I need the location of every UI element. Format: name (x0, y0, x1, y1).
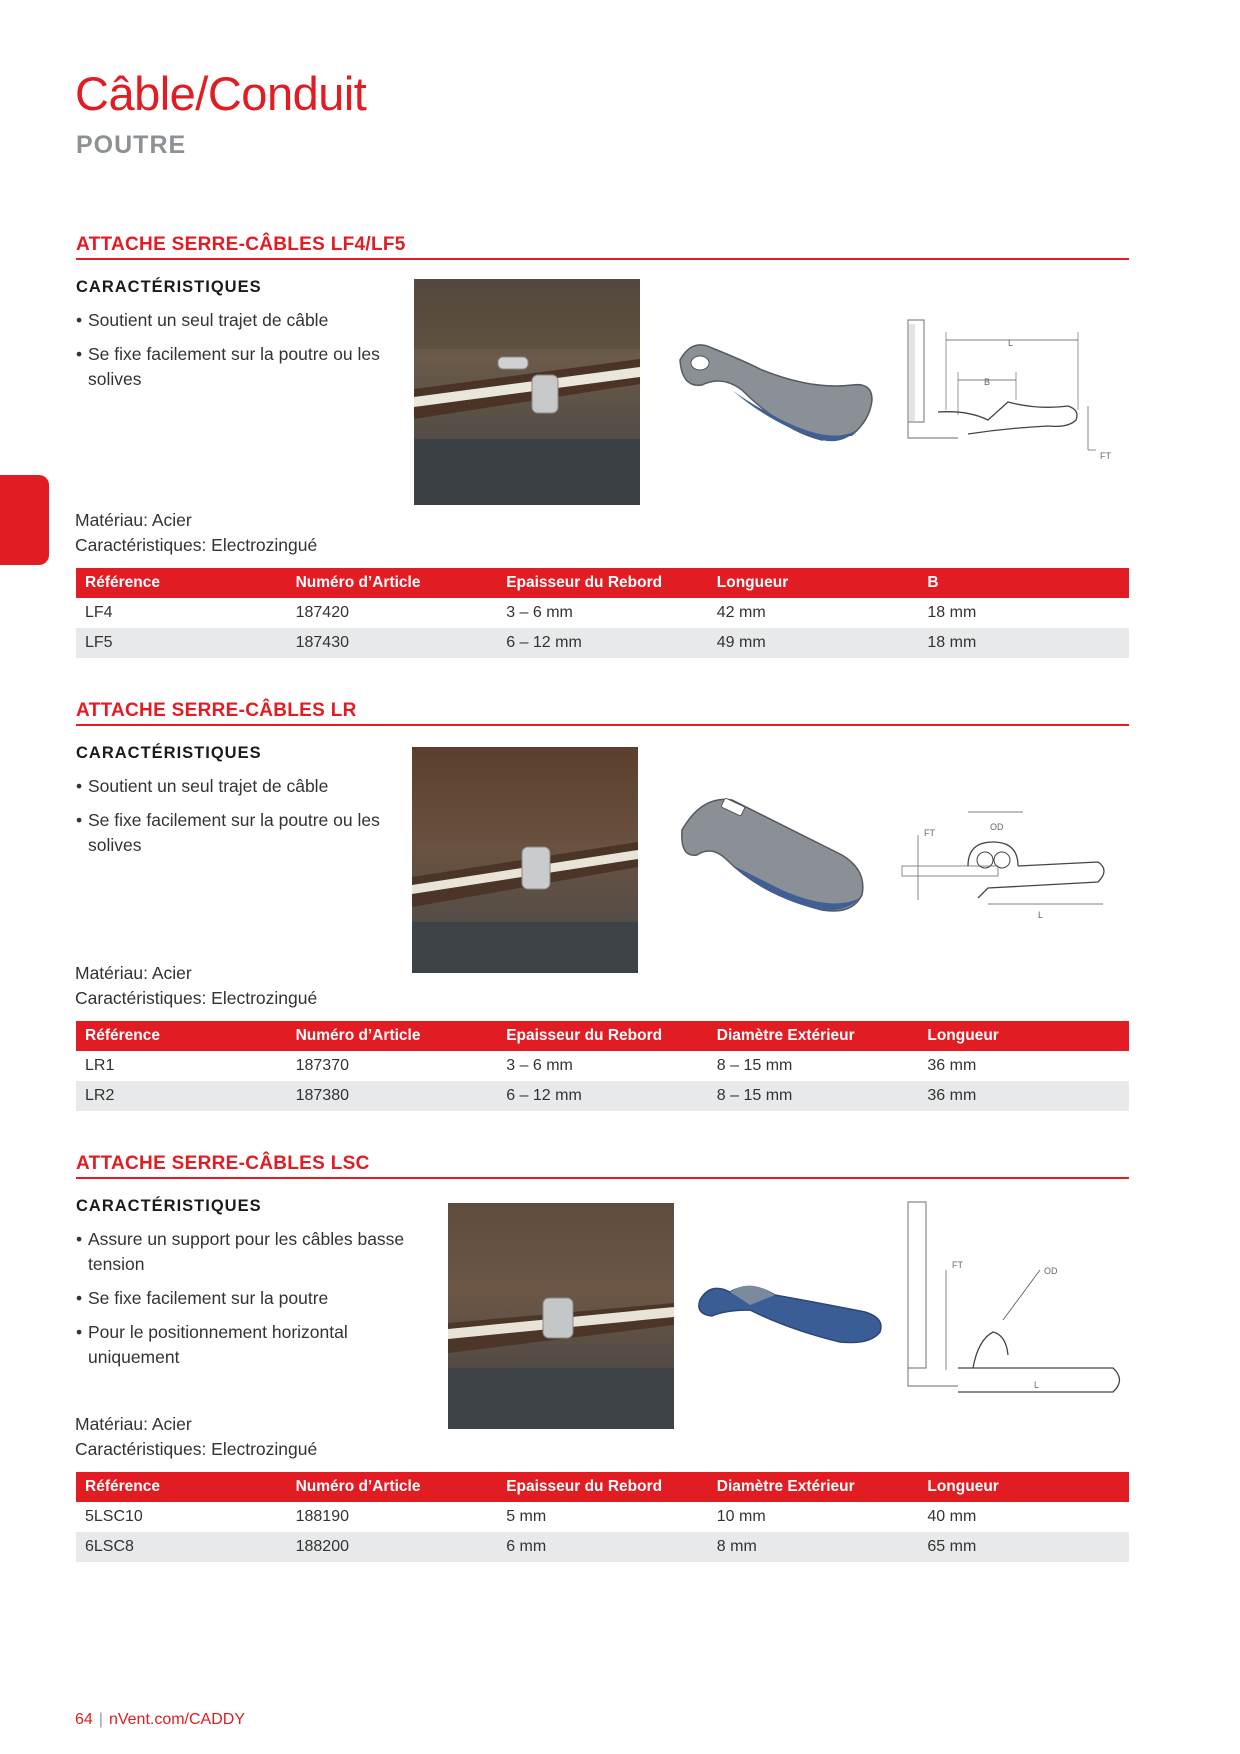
feature-item: • Pour le positionnement horizontal uniquement (76, 1320, 416, 1370)
cell-length: 40 mm (927, 1508, 977, 1525)
section-title-lsc: ATTACHE SERRE-CÂBLES LSC (76, 1153, 370, 1174)
finish-text: Caractéristiques: Electrozingué (75, 1439, 318, 1459)
cell-article: 187380 (287, 1081, 498, 1111)
col-header: Epaisseur du Rebord (497, 568, 708, 598)
material-text: Matériau: Acier (75, 1414, 192, 1434)
cell-thickness: 3 – 6 mm (506, 1057, 573, 1074)
features-heading: CARACTÉRISTIQUES (76, 1197, 262, 1215)
drawing-label-l: L (1034, 1380, 1040, 1390)
table-row (76, 1532, 1129, 1562)
table-row (76, 598, 1129, 628)
footer-separator: | (98, 1711, 103, 1728)
drawing-label-od: OD (1044, 1266, 1058, 1276)
table-row (76, 1081, 1129, 1111)
col-header: Numéro d’Article (287, 568, 498, 598)
cell-length: 49 mm (708, 628, 919, 658)
drawing-label-l: L (1008, 338, 1014, 348)
features-list (76, 774, 416, 867)
col-header: Diamètre Extérieur (708, 1472, 919, 1502)
section-title-lr: ATTACHE SERRE-CÂBLES LR (76, 700, 357, 721)
material-info (75, 508, 317, 558)
feature-item: • Soutient un seul trajet de câble (76, 774, 416, 799)
cell-article: 188200 (287, 1532, 498, 1562)
cell-article: 187420 (295, 604, 349, 621)
product-photo-installed (448, 1203, 674, 1429)
cell-reference: 6LSC8 (76, 1532, 287, 1562)
cell-diameter: 8 – 15 mm (708, 1081, 919, 1111)
cell-diameter: 10 mm (716, 1508, 766, 1525)
col-header: Référence (76, 568, 287, 598)
footer-link[interactable]: nVent.com/CADDY (108, 1711, 246, 1728)
spec-table-lr (76, 1021, 1129, 1111)
table-row (76, 1502, 1129, 1532)
spec-table-lf (76, 568, 1129, 658)
col-header: Epaisseur du Rebord (497, 1021, 708, 1051)
drawing-label-ft: FT (952, 1260, 963, 1270)
material-info (75, 1412, 317, 1462)
cell-thickness: 5 mm (506, 1508, 547, 1525)
col-header: Numéro d’Article (287, 1021, 498, 1051)
page-number: 64 (75, 1711, 93, 1728)
cell-length: 36 mm (927, 1057, 977, 1074)
cell-article: 187430 (287, 628, 498, 658)
table-row (76, 628, 1129, 658)
cell-thickness: 6 mm (497, 1532, 708, 1562)
page-title: Câble/Conduit (75, 67, 367, 120)
col-header: Référence (76, 1472, 287, 1502)
section-title-lf: ATTACHE SERRE-CÂBLES LF4/LF5 (76, 234, 406, 255)
cell-reference: LF4 (85, 604, 113, 621)
feature-item: • Assure un support pour les câbles basse tension (76, 1227, 416, 1277)
cell-length: 36 mm (918, 1081, 1129, 1111)
cell-diameter: 8 mm (708, 1532, 919, 1562)
feature-item: • Soutient un seul trajet de câble (76, 308, 416, 333)
cell-length: 42 mm (716, 604, 766, 621)
features-list (76, 308, 416, 401)
features-heading: CARACTÉRISTIQUES (76, 278, 262, 296)
cell-article: 188190 (295, 1508, 349, 1525)
material-info (75, 961, 317, 1011)
page-subtitle: POUTRE (76, 131, 187, 159)
col-header: Diamètre Extérieur (708, 1021, 919, 1051)
col-header: Longueur (918, 1021, 1129, 1051)
cell-thickness: 6 – 12 mm (497, 628, 708, 658)
col-header: Epaisseur du Rebord (497, 1472, 708, 1502)
product-photo-lf-clip (672, 330, 912, 460)
product-photo-installed (412, 747, 638, 973)
dimension-drawing-lr (898, 800, 1158, 970)
features-list (76, 1227, 416, 1379)
cell-thickness: 3 – 6 mm (506, 604, 573, 621)
cell-length: 65 mm (918, 1532, 1129, 1562)
cell-b: 18 mm (927, 604, 977, 621)
spec-table-lsc (76, 1472, 1129, 1562)
feature-item: • Se fixe facilement sur la poutre ou les solives (76, 808, 416, 858)
chapter-tab (0, 475, 49, 565)
dimension-drawing-lf (898, 310, 1158, 480)
drawing-label-ft: FT (924, 828, 935, 838)
product-photo-lr-clip (672, 790, 912, 920)
cell-diameter: 8 – 15 mm (716, 1057, 793, 1074)
feature-item: • Se fixe facilement sur la poutre (76, 1286, 416, 1311)
drawing-label-od: OD (990, 822, 1004, 832)
product-photo-installed (414, 279, 640, 505)
drawing-label-b: B (984, 377, 991, 387)
cell-article: 187370 (295, 1057, 349, 1074)
cell-reference: 5LSC10 (85, 1508, 143, 1525)
col-header: B (918, 568, 1129, 598)
col-header: Numéro d’Article (287, 1472, 498, 1502)
section-rule (76, 1177, 1129, 1179)
drawing-label-l: L (1038, 910, 1044, 920)
cell-reference: LR2 (76, 1081, 287, 1111)
cell-b: 18 mm (918, 628, 1129, 658)
cell-reference: LR1 (85, 1057, 115, 1074)
col-header: Longueur (708, 568, 919, 598)
col-header: Longueur (918, 1472, 1129, 1502)
page-footer (75, 1711, 245, 1729)
drawing-label-ft: FT (1100, 451, 1111, 461)
feature-item: • Se fixe facilement sur la poutre ou les solives (76, 342, 416, 392)
section-rule (76, 724, 1129, 726)
cell-reference: LF5 (76, 628, 287, 658)
finish-text: Caractéristiques: Electrozingué (75, 535, 318, 555)
col-header: Référence (76, 1021, 287, 1051)
material-text: Matériau: Acier (75, 963, 192, 983)
finish-text: Caractéristiques: Electrozingué (75, 988, 318, 1008)
dimension-drawing-lsc (898, 1200, 1158, 1370)
features-heading: CARACTÉRISTIQUES (76, 744, 262, 762)
material-text: Matériau: Acier (75, 510, 192, 530)
cell-thickness: 6 – 12 mm (497, 1081, 708, 1111)
table-row (76, 1051, 1129, 1081)
product-photo-lsc-clip (690, 1270, 930, 1400)
section-rule (76, 258, 1129, 260)
